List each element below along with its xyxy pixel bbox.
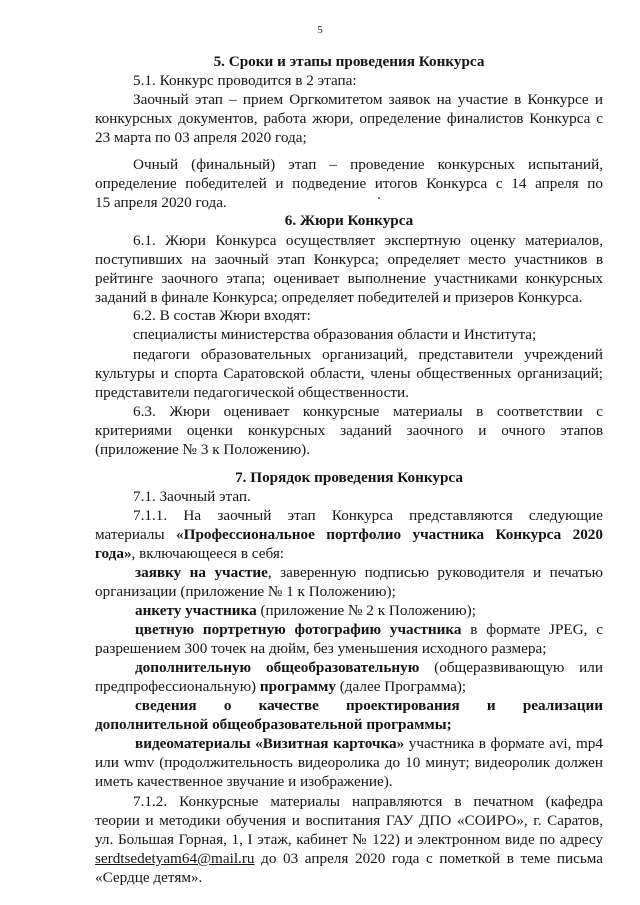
paragraph-line: Очный (финальный) этап – проведение конкурсных испытаний, <box>133 156 603 173</box>
list-item-line: разрешением 300 точек на дюйм, без уменьшения исходного размера; <box>95 640 547 657</box>
section-7-heading: 7. Порядок проведения Конкурса <box>235 469 463 486</box>
paragraph-line: конкурсных документов, работа жюри, определение финалистов Конкурса с <box>95 110 603 127</box>
paragraph-line: «Сердце детям». <box>95 869 203 886</box>
list-item: заявку на участие, заверенную подписью руководителя и печатью <box>135 564 603 581</box>
list-item: видеоматериалы «Визитная карточка» участника в формате avi, mp4 <box>135 735 603 752</box>
paragraph-line: специалисты министерства образования области и Института; <box>133 326 537 343</box>
scan-speck <box>378 197 380 199</box>
list-item-line: организации (приложение № 1 к Положению); <box>95 583 396 600</box>
list-item: цветную портретную фотографию участника в формате JPEG, с <box>135 621 603 638</box>
paragraph-5-1: 5.1. Конкурс проводится в 2 этапа: <box>133 72 357 89</box>
paragraph-line: педагоги образовательных организаций, представители учреждений <box>133 346 603 363</box>
list-item: сведения о качестве проектирования и реализации <box>135 697 603 714</box>
paragraph-line: (приложение № 3 к Положению). <box>95 441 311 458</box>
paragraph-line: serdtsedetyam64@mail.ru до 03 апреля 2020 года с пометкой в теме письма <box>95 850 603 867</box>
paragraph-line: рейтинге заочного этапа; оценивает выполнение участниками конкурсных <box>95 270 603 287</box>
paragraph-line: теории и методики обучения и воспитания ГАУ ДПО «СОИРО», г. Саратов, <box>95 812 603 829</box>
paragraph-line: материалы «Профессиональное портфолио участника Конкурса 2020 <box>95 526 603 543</box>
paragraph-line: Заочный этап – прием Оргкомитетом заявок на участие в Конкурсе и <box>133 91 603 108</box>
paragraph-6-2: 6.2. В состав Жюри входят: <box>133 307 311 324</box>
list-item-line: дополнительной общеобразовательной программы; <box>95 716 452 733</box>
email-link[interactable]: serdtsedetyam64@mail.ru <box>95 850 255 867</box>
section-6-heading: 6. Жюри Конкурса <box>284 212 414 229</box>
list-item-line: иметь качественное звучание и изображение). <box>95 773 393 790</box>
paragraph-line: 7.1.1. На заочный этап Конкурса представляются следующие <box>133 507 603 524</box>
section-5-heading: 5. Сроки и этапы проведения Конкурса <box>213 53 485 70</box>
paragraph-line: 7.1.2. Конкурсные материалы направляются в печатном (кафедра <box>133 793 603 810</box>
paragraph-line: культуры и спорта Саратовской области, члены общественных организаций; <box>95 365 603 382</box>
paragraph-line: 6.1. Жюри Конкурса осуществляет экспертную оценку материалов, <box>133 232 603 249</box>
list-item: дополнительную общеобразовательную (общеразвивающую или <box>135 659 603 676</box>
list-item-line: или wmv (продолжительность видеоролика до 10 минут; видеоролик должен <box>95 754 603 771</box>
paragraph-line: критериями оценки конкурсных заданий заочного и очного этапов <box>95 422 603 439</box>
paragraph-line: 6.3. Жюри оценивает конкурсные материалы в соответствии с <box>133 403 603 420</box>
paragraph-line: ул. Большая Горная, 1, I этаж, кабинет № 122) и электронном виде по адресу <box>95 831 603 848</box>
paragraph-line: года», включающееся в себя: <box>95 545 285 562</box>
paragraph-line: определение победителей и подведение итогов Конкурса с 14 апреля по <box>95 175 603 192</box>
page-number: 5 <box>317 24 323 36</box>
list-item: анкету участника (приложение № 2 к Положению); <box>135 602 476 619</box>
paragraph-line: 23 марта по 03 апреля 2020 года; <box>95 129 307 146</box>
paragraph-line: заданий в финале Конкурса; определяет победителей и призеров Конкурса. <box>95 289 583 306</box>
paragraph-line: 15 апреля 2020 года. <box>95 194 227 211</box>
paragraph-line: представители педагогической общественности. <box>95 384 409 401</box>
list-item-line: предпрофессиональную) программу (далее Программа); <box>95 678 467 695</box>
paragraph-7-1: 7.1. Заочный этап. <box>133 488 251 505</box>
paragraph-line: поступивших на заочный этап Конкурса; определяет место участников в <box>95 251 603 268</box>
